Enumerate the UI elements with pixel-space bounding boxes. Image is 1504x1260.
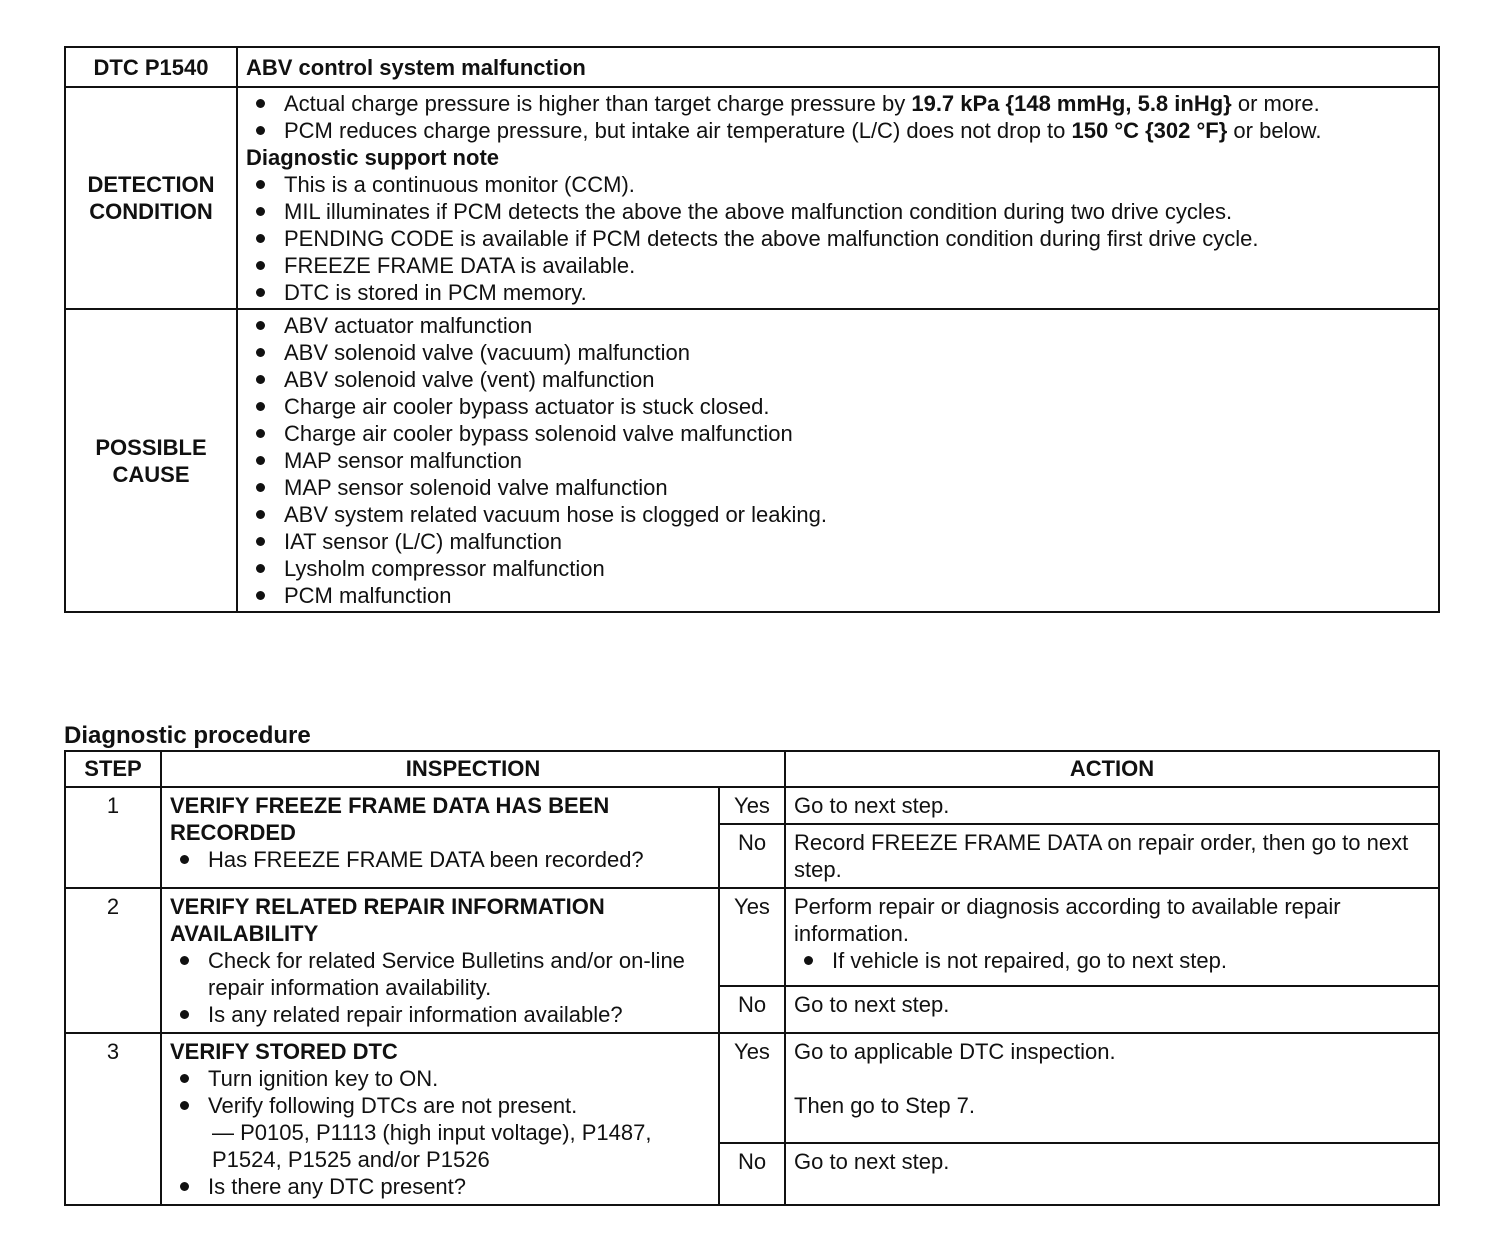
inspection-list	[170, 1173, 710, 1200]
yes-action-cell	[785, 1033, 1439, 1143]
procedure-title: Diagnostic procedure	[64, 722, 311, 749]
yes-action: Go to applicable DTC inspection.	[794, 1039, 1116, 1064]
yes-label: Yes	[719, 787, 785, 824]
list-item: If vehicle is not repaired, go to next step.	[794, 947, 1430, 974]
yes-action: Perform repair or diagnosis according to available repair information.	[794, 894, 1341, 946]
detection-item-text: or more.	[1231, 91, 1320, 116]
list-item: This is a continuous monitor (CCM).	[246, 171, 1430, 198]
list-item: ABV solenoid valve (vent) malfunction	[246, 366, 1430, 393]
no-label: No	[719, 824, 785, 888]
dtc-code: DTC P1540	[65, 47, 237, 87]
list-item: Has FREEZE FRAME DATA been recorded?	[170, 846, 710, 873]
no-label: No	[719, 1143, 785, 1205]
step-header: STEP	[65, 751, 161, 787]
table-row	[65, 787, 1439, 824]
dtc-title: ABV control system malfunction	[237, 47, 1439, 87]
list-item: PENDING CODE is available if PCM detects the above malfunction condition during first drive cycle.	[246, 225, 1430, 252]
yes-label: Yes	[719, 1033, 785, 1143]
list-item: DTC is stored in PCM memory.	[246, 279, 1430, 306]
detection-item-value: 19.7 kPa {148 mmHg, 5.8 inHg}	[911, 91, 1232, 116]
cause-label-line2: CAUSE	[112, 461, 190, 487]
step-number: 2	[65, 888, 161, 1033]
dtc-header-row	[65, 47, 1439, 87]
detection-condition-label	[65, 87, 237, 309]
detection-label-line1: DETECTION	[87, 172, 215, 197]
step-number: 3	[65, 1033, 161, 1205]
list-item: MAP sensor solenoid valve malfunction	[246, 474, 1430, 501]
list-item: ABV system related vacuum hose is clogged or leaking.	[246, 501, 1430, 528]
step-number: 1	[65, 787, 161, 888]
support-note-title: Diagnostic support note	[246, 145, 499, 170]
yes-action-list	[794, 947, 1430, 974]
list-item: Is any related repair information available?	[170, 1001, 710, 1028]
yes-action-followup: Then go to Step 7.	[794, 1093, 976, 1118]
list-item	[246, 90, 1430, 117]
possible-cause-row	[65, 309, 1439, 612]
possible-cause-label	[65, 309, 237, 612]
list-item: IAT sensor (L/C) malfunction	[246, 528, 1430, 555]
list-item: Lysholm compressor malfunction	[246, 555, 1430, 582]
detection-condition-row	[65, 87, 1439, 309]
possible-cause-content	[237, 309, 1439, 612]
support-note-list	[246, 171, 1430, 306]
inspection-cell	[161, 787, 719, 888]
inspection-title: VERIFY RELATED REPAIR INFORMATION AVAILABILITY	[170, 894, 605, 946]
inspection-list	[170, 947, 710, 1028]
inspection-cell	[161, 1033, 719, 1205]
dtc-table	[64, 46, 1440, 613]
detection-item-value: 150 °C {302 °F}	[1071, 118, 1228, 143]
list-item: ABV actuator malfunction	[246, 312, 1430, 339]
spacer	[794, 1065, 1430, 1092]
procedure-header-row	[65, 751, 1439, 787]
detection-condition-content	[237, 87, 1439, 309]
detection-item-text: PCM reduces charge pressure, but intake air temperature (L/C) does not drop to	[284, 118, 1072, 143]
inspection-header: INSPECTION	[161, 751, 785, 787]
detection-list	[246, 90, 1430, 144]
table-row	[65, 1033, 1439, 1143]
yes-action-cell	[785, 888, 1439, 986]
no-action: Go to next step.	[785, 1143, 1439, 1205]
detection-item-text: Actual charge pressure is higher than target charge pressure by	[284, 91, 912, 116]
inspection-title: VERIFY FREEZE FRAME DATA HAS BEEN RECORDED	[170, 793, 610, 845]
list-item: Turn ignition key to ON.	[170, 1065, 710, 1092]
procedure-table	[64, 750, 1440, 1206]
no-action: Record FREEZE FRAME DATA on repair order, then go to next step.	[785, 824, 1439, 888]
yes-action: Go to next step.	[785, 787, 1439, 824]
list-item: Is there any DTC present?	[170, 1173, 710, 1200]
detection-label-line2: CONDITION	[89, 199, 213, 224]
detection-item-text: or below.	[1227, 118, 1322, 143]
table-row	[65, 888, 1439, 986]
inspection-list	[170, 846, 710, 873]
list-item: Charge air cooler bypass solenoid valve malfunction	[246, 420, 1430, 447]
list-item: Charge air cooler bypass actuator is stuck closed.	[246, 393, 1430, 420]
inspection-cell	[161, 888, 719, 1033]
list-item: Check for related Service Bulletins and/or on-line repair information availability.	[170, 947, 710, 1001]
inspection-list	[170, 1065, 710, 1119]
list-item: MAP sensor malfunction	[246, 447, 1430, 474]
cause-label-line1: POSSIBLE	[95, 434, 207, 460]
no-label: No	[719, 986, 785, 1033]
list-item: PCM malfunction	[246, 582, 1430, 609]
list-item	[246, 117, 1430, 144]
inspection-title: VERIFY STORED DTC	[170, 1039, 398, 1064]
action-header: ACTION	[785, 751, 1439, 787]
cause-list	[246, 312, 1430, 609]
dtc-code-list: — P0105, P1113 (high input voltage), P1487, P1524, P1525 and/or P1526	[212, 1120, 652, 1172]
yes-label: Yes	[719, 888, 785, 986]
list-item: FREEZE FRAME DATA is available.	[246, 252, 1430, 279]
list-item: ABV solenoid valve (vacuum) malfunction	[246, 339, 1430, 366]
no-action: Go to next step.	[785, 986, 1439, 1033]
list-item: Verify following DTCs are not present.	[170, 1092, 710, 1119]
list-item: MIL illuminates if PCM detects the above the above malfunction condition during two drive cycles.	[246, 198, 1430, 225]
